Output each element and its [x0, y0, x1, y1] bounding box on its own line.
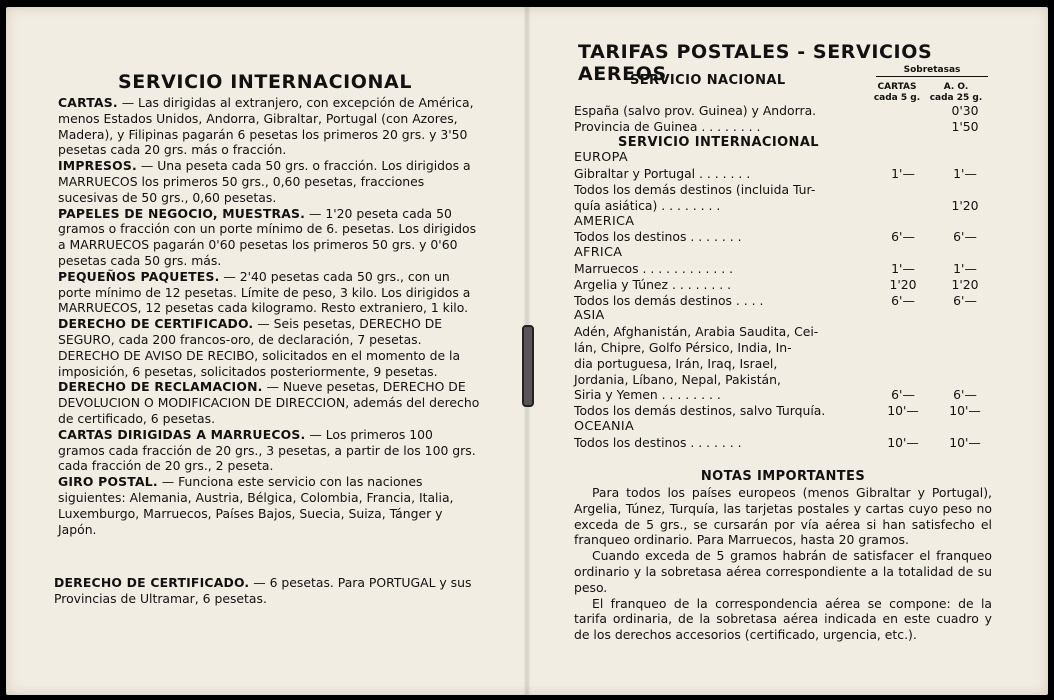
tariff-cartas-value: 6'— — [891, 292, 915, 308]
left-block — [58, 316, 482, 379]
left-block-text: — Funciona este servicio con las naciones siguientes: Alemania, Austria, Bélgica, Colombia, Francia, Italia, Luxemburgo, Marruecos, Países Bajos, Suecia, Suiza, Tánger y Japón. — [58, 474, 454, 537]
tariff-destination: Todos los demás destinos, salvo Turquía. — [574, 403, 826, 419]
tariff-row — [574, 387, 994, 403]
right-page — [566, 7, 992, 695]
region-africa-label: AFRICA — [574, 245, 623, 261]
nota-paragraph: Para todos los países europeos (menos Gibraltar y Portugal), Argelia, Túnez, Turquía, las tarjetas postales y cartas cuyo peso no exceda de 5 grs., se cursarán por vía aérea si han satisfecho el franqueo ordinario. Para Marruecos, hasta 20 gramos. — [574, 485, 992, 548]
region-africa — [574, 245, 994, 261]
tariff-row — [574, 403, 994, 419]
left-block — [58, 427, 482, 474]
nacional-rows — [574, 103, 994, 135]
tariff-destination: Todos los demás destinos . . . . — [574, 292, 764, 308]
left-block-label: PEQUEÑOS PAQUETES. — [58, 268, 220, 284]
column-ao-header — [926, 82, 986, 104]
tariff-ao-value: 10'— — [949, 403, 981, 419]
left-block-label: GIRO POSTAL. — [58, 474, 158, 490]
left-page-body — [58, 95, 482, 537]
booklet — [6, 7, 1048, 695]
nota-paragraph: Cuando exceda de 5 gramos habrán de satisfacer el franqueo ordinario y la sobretasa aérea correspondiente a la totalidad de su peso. — [574, 548, 992, 595]
tariff-destination: quía asiática) . . . . . . . . — [574, 197, 721, 213]
left-block-text: — 2'40 pesetas cada 50 grs., con un porte mínimo de 12 pesetas. Límite de peso, 3 kilo. Los dirigidos a MARRUECOS, 12 pesetas cada kilogramo. Resto extraniero, 1 kilo. — [58, 268, 471, 316]
servicio-internacional-label: SERVICIO INTERNACIONAL — [618, 134, 819, 150]
tariff-destination: Siria y Yemen . . . . . . . . — [574, 387, 721, 403]
left-block-label: CARTAS DIRIGIDAS A MARRUECOS. — [58, 426, 306, 442]
region-oceania — [574, 419, 994, 435]
tariff-destination: Marruecos . . . . . . . . . . . . — [574, 260, 734, 276]
tariff-ao-value: 0'30 — [951, 103, 979, 118]
left-block-text: — Seis pesetas, DERECHO DE SEGURO, cada 200 francos-oro, de declaración, 7 pesetas. DERECHO DE AVISO DE RECIBO, solicitados en el momento de la imposición, 6 pesetas, solicitados posteriormente, 9 pesetas. — [58, 316, 461, 379]
staple — [522, 325, 534, 407]
left-block — [58, 95, 482, 158]
tariff-cartas-value: 10'— — [887, 434, 919, 450]
asia-rows — [574, 324, 994, 419]
tariff-row — [574, 324, 994, 340]
tariff-row — [574, 356, 994, 372]
region-asia — [574, 308, 994, 324]
tariff-destination: Jordania, Líbano, Nepal, Pakistán, — [574, 371, 781, 387]
left-page — [46, 7, 478, 695]
column-cartas-header — [872, 82, 922, 104]
america-rows — [574, 229, 994, 245]
tariff-row — [574, 277, 994, 293]
tariff-ao-value: 1'20 — [951, 197, 979, 213]
tariff-destination: Adén, Afghanistán, Arabia Saudita, Cei- — [574, 324, 819, 340]
region-america-label: AMERICA — [574, 213, 635, 229]
tariff-table — [574, 103, 994, 451]
nota-paragraph: El franqueo de la correspondencia aérea se compone: de la tarifa ordinaria, de la sobretasa aérea indicada en este cuadro y de los derechos accesorios (certificado, urgencia, etc.). — [574, 595, 992, 643]
africa-rows — [574, 261, 994, 308]
tariff-row — [574, 261, 994, 277]
tariff-row — [574, 435, 994, 451]
left-block — [58, 206, 482, 269]
tariff-row — [574, 293, 994, 309]
tariff-destination: dia portuguesa, Irán, Iraq, Israel, — [574, 355, 778, 371]
notas-heading: NOTAS IMPORTANTES — [700, 469, 866, 484]
left-block — [58, 379, 482, 426]
tariff-cartas-value: 1'— — [891, 166, 915, 182]
oceania-rows — [574, 435, 994, 451]
left-block-label: DERECHO DE CERTIFICADO. — [58, 316, 254, 332]
left-block — [58, 269, 482, 316]
left-block-label: IMPRESOS. — [58, 158, 137, 174]
certificado-note-label: DERECHO DE CERTIFICADO. — [54, 575, 250, 590]
left-block — [58, 474, 482, 537]
left-block-text: — Los primeros 100 gramos cada fracción de 20 grs., 3 pesetas, a partir de los 100 grs. cada fracción de 20 grs., 2 peseta. — [58, 426, 476, 474]
left-block-text: — Las dirigidas al extranjero, con excepción de América, menos Estados Unidos, Andorra, Gibraltar, Portugal (con Azores, Madera), y Filipinas pagarán 6 pesetas los primeros 20 grs. y 3'50 pesetas cada 20 grs. más o fracción. — [58, 95, 474, 158]
region-oceania-label: OCEANIA — [574, 418, 635, 434]
tariff-destination: Todos los destinos . . . . . . . — [574, 434, 742, 450]
tariff-ao-value: 6'— — [953, 387, 977, 403]
tariff-cartas-value: 6'— — [891, 387, 915, 403]
notas-body — [574, 485, 992, 643]
tariff-ao-value: 6'— — [953, 292, 977, 308]
tariff-ao-value: 10'— — [949, 434, 981, 450]
tariff-cartas-value: 1'— — [891, 260, 915, 276]
region-asia-label: ASIA — [574, 308, 605, 324]
left-block-text: — Nueve pesetas, DERECHO DE DEVOLUCION O MODIFICACION DE DIRECCION, además del derecho de certificado, 6 pesetas. — [58, 379, 480, 426]
left-block-label: CARTAS. — [58, 95, 118, 110]
left-block-text: — Una peseta cada 50 grs. o fracción. Los dirigidos a MARRUECOS los primeros 50 grs., 0,60 pesetas, fracciones sucesivas de 50 grs., 0,60 pesetas. — [58, 158, 471, 205]
tariff-destination: España (salvo prov. Guinea) y Andorra. — [574, 103, 817, 118]
tariff-ao-value: 1'— — [953, 166, 977, 182]
tariff-row — [574, 103, 994, 119]
tariff-ao-value: 1'— — [953, 260, 977, 276]
left-page-title: SERVICIO INTERNACIONAL — [118, 71, 413, 93]
tariff-cartas-value: 6'— — [891, 229, 915, 245]
tariff-destination: Provincia de Guinea . . . . . . . . — [574, 118, 761, 134]
left-block — [58, 158, 482, 205]
column-cartas-sub: cada 5 g. — [873, 93, 921, 103]
tariff-destination: Argelia y Túnez . . . . . . . . — [574, 276, 732, 292]
tariff-row — [574, 166, 994, 182]
column-ao-sub: cada 25 g. — [929, 93, 983, 103]
column-cartas-label: CARTAS — [877, 82, 917, 92]
tariff-row — [574, 182, 994, 198]
right-page-title: TARIFAS POSTALES - SERVICIOS AEREOS — [578, 41, 933, 85]
tariff-ao-value: 6'— — [953, 229, 977, 245]
notas-importantes — [574, 469, 992, 643]
tariff-cartas-value: 10'— — [887, 403, 919, 419]
left-block-label: DERECHO DE RECLAMACION. — [58, 379, 263, 395]
tariff-destination: Todos los demás destinos (incluida Tur- — [574, 181, 816, 197]
tariff-destination: Gibraltar y Portugal . . . . . . . — [574, 166, 751, 182]
region-europa — [574, 150, 994, 166]
servicio-nacional-heading: SERVICIO NACIONAL — [630, 73, 786, 88]
left-block-text: — 1'20 peseta cada 50 gramos o fracción con un porte mínimo de 6. pesetas. Los dirigidos a MARRUECOS pagarán 0'60 pesetas los primeros 50 grs. y 0'60 pesetas cada 50 grs. más. — [58, 205, 477, 268]
servicio-internacional-heading — [574, 135, 994, 151]
tariff-row — [574, 372, 994, 388]
left-block-label: PAPELES DE NEGOCIO, MUESTRAS. — [58, 205, 306, 221]
tariff-row — [574, 119, 994, 135]
europa-rows — [574, 166, 994, 213]
certificado-note — [54, 575, 484, 607]
tariff-row — [574, 229, 994, 245]
tariff-row — [574, 340, 994, 356]
tariff-destination: lán, Chipre, Golfo Pérsico, India, In- — [574, 339, 792, 355]
tariff-ao-value: 1'50 — [951, 118, 979, 134]
region-america — [574, 214, 994, 230]
tariff-destination: Todos los destinos . . . . . . . — [574, 229, 742, 245]
tariff-row — [574, 198, 994, 214]
sobretasas-header: Sobretasas — [876, 65, 988, 77]
column-ao-label: A. O. — [943, 82, 969, 92]
certificado-note-text: — 6 pesetas. Para PORTUGAL y sus Provincias de Ultramar, 6 pesetas. — [54, 575, 472, 606]
tariff-ao-value: 1'20 — [951, 276, 979, 292]
region-europa-label: EUROPA — [574, 150, 628, 166]
tariff-cartas-value: 1'20 — [889, 276, 917, 292]
